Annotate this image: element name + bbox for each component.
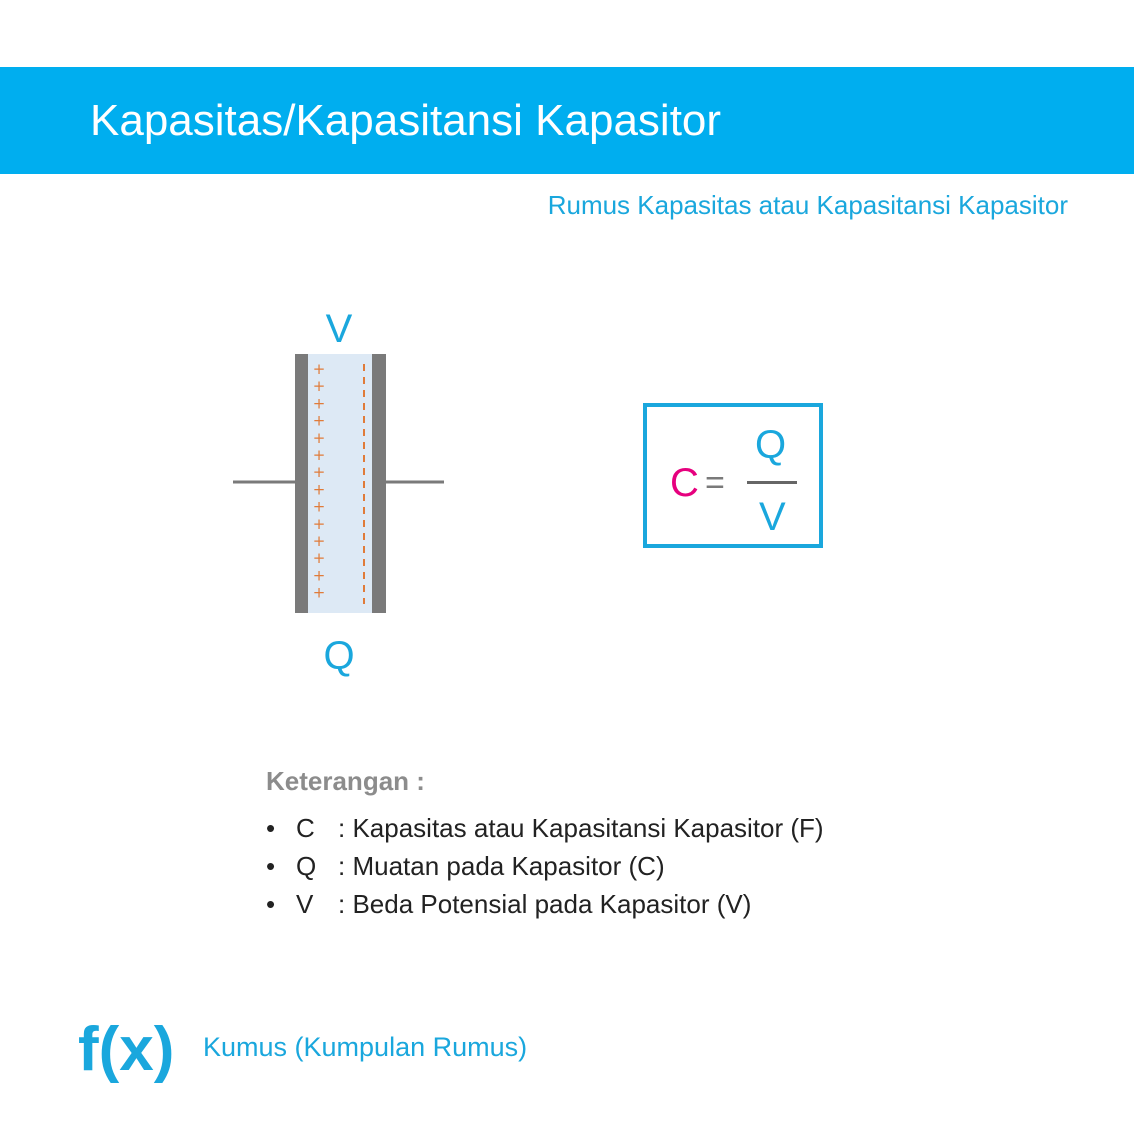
right-plate — [372, 354, 386, 613]
formula-fraction-bar — [747, 481, 797, 484]
note-symbol: Q — [296, 851, 317, 881]
bullet-icon: • — [266, 851, 276, 881]
note-symbol: V — [296, 889, 314, 919]
note-symbol: C — [296, 813, 315, 843]
footer-brand-text: Kumus (Kumpulan Rumus) — [203, 1032, 528, 1062]
bullet-icon: • — [266, 813, 276, 843]
plus-sign: + — [312, 549, 326, 568]
note-description: : Beda Potensial pada Kapasitor (V) — [338, 889, 752, 919]
plus-sign: + — [312, 463, 326, 482]
formula-denominator: V — [759, 495, 786, 539]
plus-sign: + — [312, 360, 326, 378]
subtitle: Rumus Kapasitas atau Kapasitansi Kapasitor — [547, 190, 1068, 220]
plus-sign: + — [312, 411, 326, 430]
list-item — [266, 809, 824, 847]
note-description: : Kapasitas atau Kapasitansi Kapasitor (F) — [338, 813, 824, 843]
notes-heading: Keterangan : — [266, 766, 425, 796]
plus-sign: + — [312, 532, 326, 550]
bullet-icon: • — [266, 889, 276, 919]
formula-equals-sign: = — [705, 464, 725, 502]
plus-sign: + — [312, 428, 326, 447]
plus-sign: + — [312, 377, 326, 396]
plus-sign: + — [312, 446, 326, 464]
list-item — [266, 847, 824, 885]
plus-sign: + — [312, 480, 326, 499]
charge-label: Q — [323, 634, 355, 678]
formula-numerator: Q — [755, 423, 787, 467]
page-title: Kapasitas/Kapasitansi Kapasitor — [90, 96, 722, 145]
left-plate — [295, 354, 308, 613]
list-item — [266, 885, 824, 923]
formula-box — [643, 403, 823, 548]
plus-sign: + — [312, 394, 326, 413]
plus-sign: + — [312, 497, 326, 516]
notes-section — [266, 766, 824, 923]
formula-capacitance-symbol: C — [670, 461, 699, 505]
plus-sign: + — [312, 566, 326, 585]
plus-sign: + — [312, 514, 326, 533]
voltage-label: V — [325, 307, 353, 351]
positive-charges — [313, 360, 326, 602]
note-description: : Muatan pada Kapasitor (C) — [338, 851, 665, 881]
fx-logo: f(x) — [78, 1015, 175, 1084]
plus-sign: + — [312, 583, 326, 602]
